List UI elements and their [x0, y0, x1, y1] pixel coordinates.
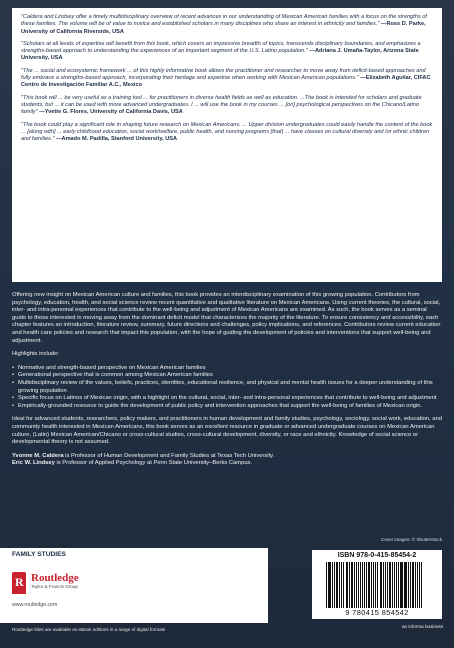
- highlight-item: • Empirically-grounded resource to guide the development of public policy and intervention approaches that support the well-being of families of Mexican origin.: [12, 403, 442, 411]
- barcode-stripe: [412, 562, 414, 608]
- barcode-stripe: [351, 562, 353, 608]
- review-quote: [21, 68, 433, 90]
- review-quote: [21, 95, 433, 117]
- book-description: [12, 292, 442, 468]
- audience-paragraph: Ideal for advanced students, researchers, policy makers, and practitioners in human development and family studies, psychology, sociology, social work, education, and community health interested in Mexican Americans, this book serves as an excellent resource in graduate or advanced undergraduate courses on Mexican American culture, (Latin) Mexican American/Chicano or cross-cultural studies, cross-cultural development, diversity, or race and ethnicity. Knowledge of social science or developmental theory is not assumed.: [12, 416, 442, 446]
- subject-category: FAMILY STUDIES: [0, 548, 268, 562]
- barcode-number: 9 780415 854542: [345, 608, 409, 617]
- quote-attribution: —Ross D. Parke, University of California Riverside, USA: [21, 21, 426, 35]
- barcode-stripe: [347, 562, 348, 608]
- barcode-stripe: [360, 562, 361, 608]
- quote-text: "The ... social and ecosystemic framework ... of this highly informative book allows the practitioner and researcher to move away from deficit-based approaches and fully embrace a strengths-based approach, incorporating their heritage and expertise when working with Mexican American populations.": [21, 67, 426, 82]
- highlights-title: Highlights include:: [12, 351, 60, 358]
- highlight-item: • Multidisciplinary review of the values, beliefs, practices, identities, educational resilience, and physical and mental health issues for a deeper understanding of this growing population: [12, 380, 442, 395]
- cover-image-credit: Cover images: © Shutterstock: [380, 537, 442, 542]
- barcode-stripe: [334, 562, 335, 608]
- highlight-item: • Normative and strength-based perspective on Mexican American families: [12, 365, 442, 373]
- routledge-r-icon: [12, 572, 26, 594]
- author-name: Yvonne M. Caldera: [12, 452, 64, 459]
- isbn-barcode: [312, 550, 442, 619]
- barcode-stripe: [339, 562, 340, 608]
- review-quote: [21, 14, 433, 36]
- author-description: is Professor of Applied Psychology at Penn State University–Berks Campus.: [54, 460, 253, 467]
- barcode-stripe: [377, 562, 379, 608]
- author-bio: [12, 460, 442, 467]
- routledge-logo: [12, 572, 172, 612]
- barcode-stripe: [415, 562, 416, 608]
- barcode-stripe: [341, 562, 343, 608]
- informa-tagline: an informa business: [402, 624, 444, 629]
- review-quote: [21, 41, 433, 63]
- barcode-stripe: [406, 562, 407, 608]
- quote-attribution: —Amado M. Padilla, Stanford University, USA: [55, 136, 178, 143]
- barcode-stripe: [329, 562, 331, 608]
- quote-text: "The book could play a significant role in shaping future research on Mexican Americans. ... Upper division undergraduates could easily handle the content of the book ... [along with] ... early childhood education, social work/welfare, public health, and nursing programs [that] ... have classes on cultural diversity and /or ethnic children and families.": [21, 121, 433, 143]
- barcode-stripe: [362, 562, 364, 608]
- footer: [0, 548, 454, 648]
- barcode-stripe: [417, 562, 419, 608]
- barcode-stripe: [394, 562, 395, 608]
- barcode-stripe: [368, 562, 370, 608]
- publisher-group: Taylor & Francis Group: [31, 584, 78, 589]
- quote-text: "Caldera and Lindsey offer a timely multidisciplinary overview of recent advances in our understanding of Mexican American families with a focus on the strengths of these families. The volume will be of value to novice and established scholars in many disciplines who share an interest in ethnicity and families.": [21, 14, 427, 28]
- barcode-stripe: [364, 562, 365, 608]
- barcode-stripe: [375, 562, 377, 608]
- review-quote: [21, 122, 433, 144]
- barcode-stripe: [419, 562, 420, 608]
- quote-text: "This book will ... be very useful as a training tool ... for practitioners in diverse health fields as well as education. ...The book is intended for scholars and graduate students, but ... it can be used with more advanced undergraduates. I ... will use the book in my courses ... [on] psychological perspectives on the Chicano/Latino family": [21, 94, 422, 116]
- barcode-stripe: [389, 562, 391, 608]
- quote-attribution: —Elizabeth Aguilar, CIFAC Centro de Investigación Familiar A.C., Mexico: [21, 75, 431, 89]
- publisher-url[interactable]: www.routledge.com: [12, 602, 58, 608]
- barcode-stripe: [326, 562, 327, 608]
- barcode-stripe: [381, 562, 382, 608]
- author-bios: [12, 453, 442, 468]
- quote-attribution: —Adriana J. Umaña-Taylor, Arizona State University, USA: [21, 48, 419, 62]
- barcode-stripe: [385, 562, 387, 608]
- author-bio: [12, 453, 442, 460]
- barcode-stripe: [373, 562, 374, 608]
- barcode-stripe: [398, 562, 399, 608]
- highlights-list: [12, 365, 442, 411]
- quote-text: "Scholars at all levels of expertise will benefit from this book, which covers an impressive breadth of topics, transcends disciplinary boundaries, and emphasizes a strengths-based approach to understanding the experiences of an important segment of the U.S. Latino population.": [21, 40, 421, 55]
- barcode-stripe: [396, 562, 398, 608]
- barcode-stripe: [401, 562, 403, 608]
- barcode-stripe: [336, 562, 338, 608]
- author-name: Eric W. Lindsey: [12, 460, 55, 467]
- publisher-name: Routledge: [31, 572, 79, 584]
- author-description: is Professor of Human Development and Family Studies at Texas Tech University.: [63, 452, 275, 459]
- barcode-stripe: [404, 562, 406, 608]
- barcode-stripe: [356, 562, 357, 608]
- quote-attribution: —Yvette G. Flores, University of California Davis, USA: [39, 109, 183, 116]
- barcode-stripe: [343, 562, 345, 608]
- review-quotes-panel: [12, 8, 442, 282]
- highlight-item: • Generational perspective that is common among Mexican American families: [12, 372, 442, 380]
- highlight-item: • Specific focus on Latinos of Mexican origin, with a highlight on the cultural, social, inter- and intra-personal experiences that contribute to well-being and adjustment: [12, 395, 442, 403]
- publisher-panel: [0, 562, 268, 623]
- description-paragraph: Offering new insight on Mexican American culture and families, this book provides an interdisciplinary examination of this growing population. Contributors from psychology, education, health, and social science review recent quantitative and qualitative literature on Mexican Americans. Using current theories, the cultural, social, inter- and intra-personal experiences that contribute to the well-being and adjustment of Mexican Americans are examined. As such, the book serves as a seminal guide to those interested in moving away from the dominant deficit model that characterizes the majority of the literature. To ensure consistency and accessibility, each chapter features an introduction, literature review, summary, future directions and challenges, policy implications, and references. Contributors review current education and health care policies and research that impact this population, with the hope of guiding the development of policies and interventions that support well-being and adjustment.: [12, 292, 441, 344]
- barcode-stripe: [410, 562, 411, 608]
- ebook-note: Routledge titles are available as eBook editions in a range of digital formats: [12, 627, 166, 632]
- isbn-label: ISBN 978-0-415-85454-2: [337, 552, 417, 559]
- barcode-bars: [326, 562, 434, 608]
- barcode-stripe: [421, 562, 422, 608]
- barcode-stripe: [358, 562, 360, 608]
